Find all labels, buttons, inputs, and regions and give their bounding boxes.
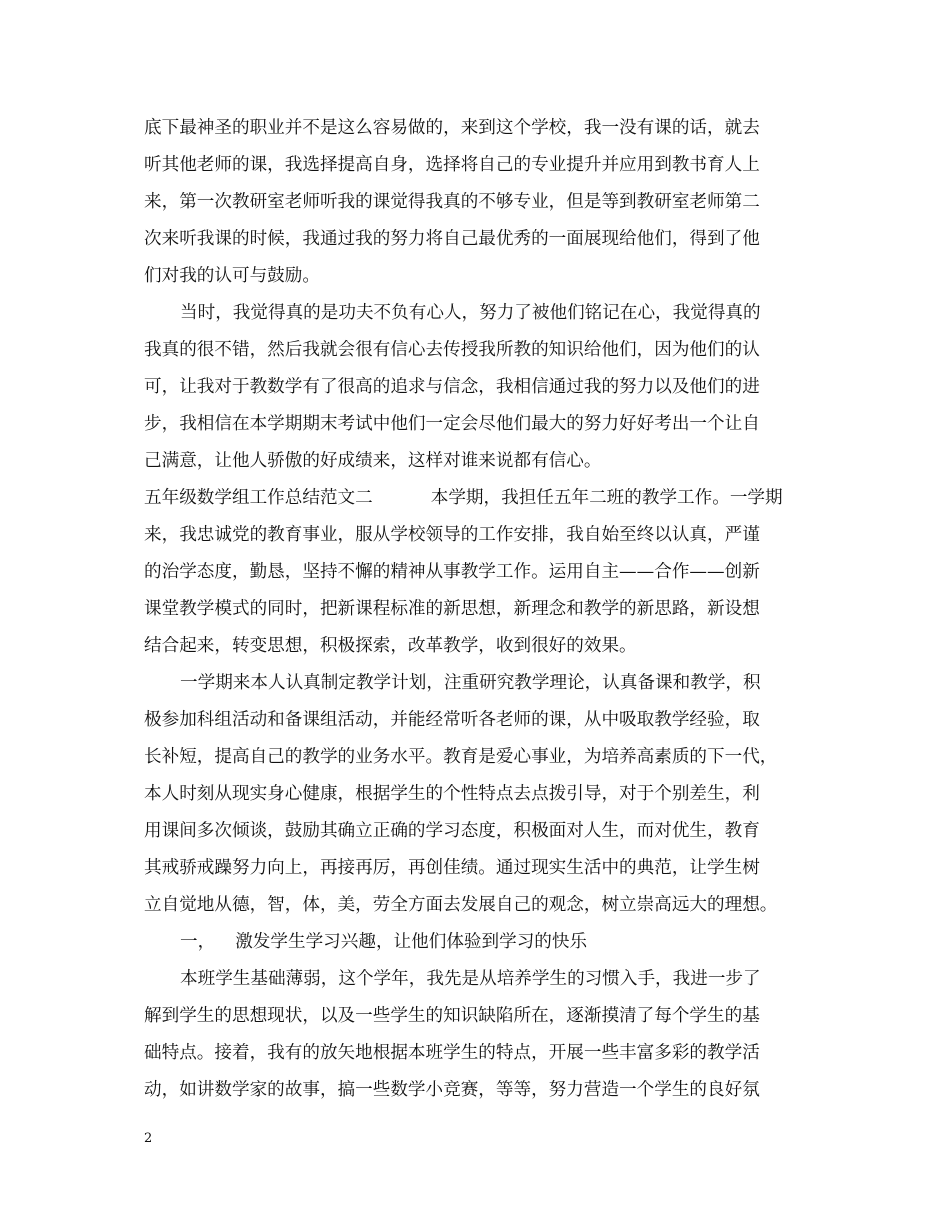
text-line: 动，如讲数学家的故事，搞一些数学小竞赛，等等，努力营造一个学生的良好氛 [144,1080,760,1100]
text-line: 长补短，提高自己的教学的业务水平。教育是爱心事业，为培养高素质的下一代， [144,747,778,767]
text-line: 极参加科组活动和备课组活动，并能经常听各老师的课，从中吸取教学经验，取 [144,710,760,730]
text-line: 次来听我课的时候，我通过我的努力将自己最优秀的一面展现给他们，得到了他 [144,229,760,249]
section-first-sentence: 本学期，我担任五年二班的教学工作。一学期 [430,488,783,508]
heading-number: 一， [180,932,216,952]
heading-line [144,924,809,961]
text-line: 来，第一次教研室老师听我的课觉得我真的不够专业，但是等到教研室老师第二 [144,192,760,212]
text-line: 用课间多次倾谈，鼓励其确立正确的学习态度，积极面对人生，而对优生，教育 [144,821,760,841]
text-line: 的治学态度，勤恳，坚持不懈的精神从事教学工作。运用自主——合作——创新 [144,562,760,582]
section-line [144,480,809,517]
text-line: 其戒骄戒躁努力向上，再接再厉，再创佳绩。通过现实生活中的典范，让学生树 [144,858,760,878]
text-line: 底下最神圣的职业并不是这么容易做的，来到这个学校，我一没有课的话，就去 [144,118,760,138]
heading-text: 激发学生学习兴趣，让他们体验到学习的快乐 [235,932,588,952]
page-number: 2 [144,1131,153,1146]
text-line: 课堂教学模式的同时，把新课程标准的新思想，新理念和教学的新思路，新设想 [144,599,760,619]
body-text [144,110,809,1109]
text-line: 可，让我对于教数学有了很高的追求与信念，我相信通过我的努力以及他们的进 [144,377,760,397]
text-line: 本班学生基础薄弱，这个学年，我先是从培养学生的习惯入手，我进一步了 [180,969,761,989]
text-line: 步，我相信在本学期期末考试中他们一定会尽他们最大的努力好好考出一个让自 [144,414,760,434]
text-line: 听其他老师的课，我选择提高自身，选择将自己的专业提升并应用到教书育人上 [144,155,760,175]
text-line: 我真的很不错，然后我就会很有信心去传授我所教的知识给他们，因为他们的认 [144,340,760,360]
text-line: 来，我忠诚党的教育事业，服从学校领导的工作安排，我自始至终以认真，严谨 [144,525,760,545]
text-line: 解到学生的思想现状，以及一些学生的知识缺陷所在，逐渐摸清了每个学生的基 [144,1006,760,1026]
text-line: 一学期来本人认真制定教学计划，注重研究教学理论，认真备课和教学，积 [180,673,761,693]
section-title: 五年级数学组工作总结范文二 [144,488,373,508]
text-line: 本人时刻从现实身心健康，根据学生的个性特点去点拨引导，对于个别差生，利 [144,784,760,804]
text-line: 们对我的认可与鼓励。 [144,266,320,286]
text-line: 立自觉地从德，智，体，美，劳全方面去发展自己的观念，树立崇高远大的理想。 [144,895,778,915]
text-line: 当时，我觉得真的是功夫不负有心人，努力了被他们铭记在心，我觉得真的 [180,303,761,323]
text-line: 己满意，让他人骄傲的好成绩来，这样对谁来说都有信心。 [144,451,602,471]
text-line: 结合起来，转变思想，积极探索，改革教学，收到很好的效果。 [144,636,637,656]
text-line: 础特点。接着，我有的放矢地根据本班学生的特点，开展一些丰富多彩的教学活 [144,1043,760,1063]
